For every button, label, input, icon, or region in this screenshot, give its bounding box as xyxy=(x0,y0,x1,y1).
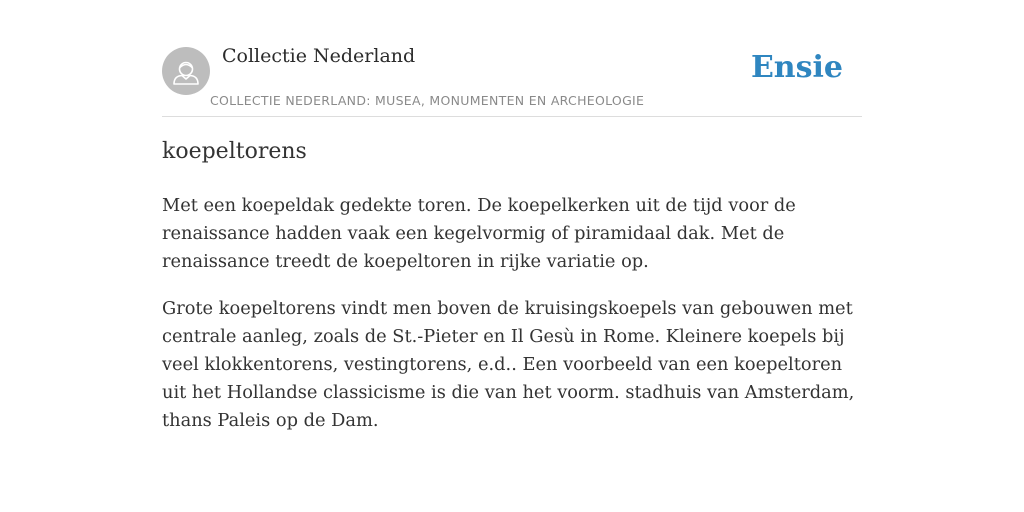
ensie-logo[interactable]: Ensie xyxy=(750,50,843,85)
entry-paragraph: Grote koepeltorens vindt men boven de kruisingskoepels van gebouwen met centrale aanleg, zoals de St.-Pieter en Il Gesù in Rome. Kleinere koepels bij veel klokkentorens, vestingtorens, e.d.. Een voorbeeld van een koepeltoren uit het Hollandse classicisme is die van het voorm. stadhuis van Amsterdam, thans Paleis op de Dam. xyxy=(162,298,855,431)
entry-title: koepeltorens xyxy=(162,139,307,164)
entry-body xyxy=(162,192,862,454)
author-avatar[interactable] xyxy=(162,47,210,95)
entry-paragraph: Met een koepeldak gedekte toren. De koepelkerken uit de tijd voor de renaissance hadden vaak een kegelvormig of piramidaal dak. Met de renaissance treedt de koepeltoren in rijke variatie op. xyxy=(162,195,796,272)
source-label[interactable]: COLLECTIE NEDERLAND: MUSEA, MONUMENTEN EN ARCHEOLOGIE xyxy=(210,93,645,108)
entry-header xyxy=(162,0,862,117)
author-name[interactable]: Collectie Nederland xyxy=(222,45,416,67)
user-avatar-icon xyxy=(162,47,210,95)
